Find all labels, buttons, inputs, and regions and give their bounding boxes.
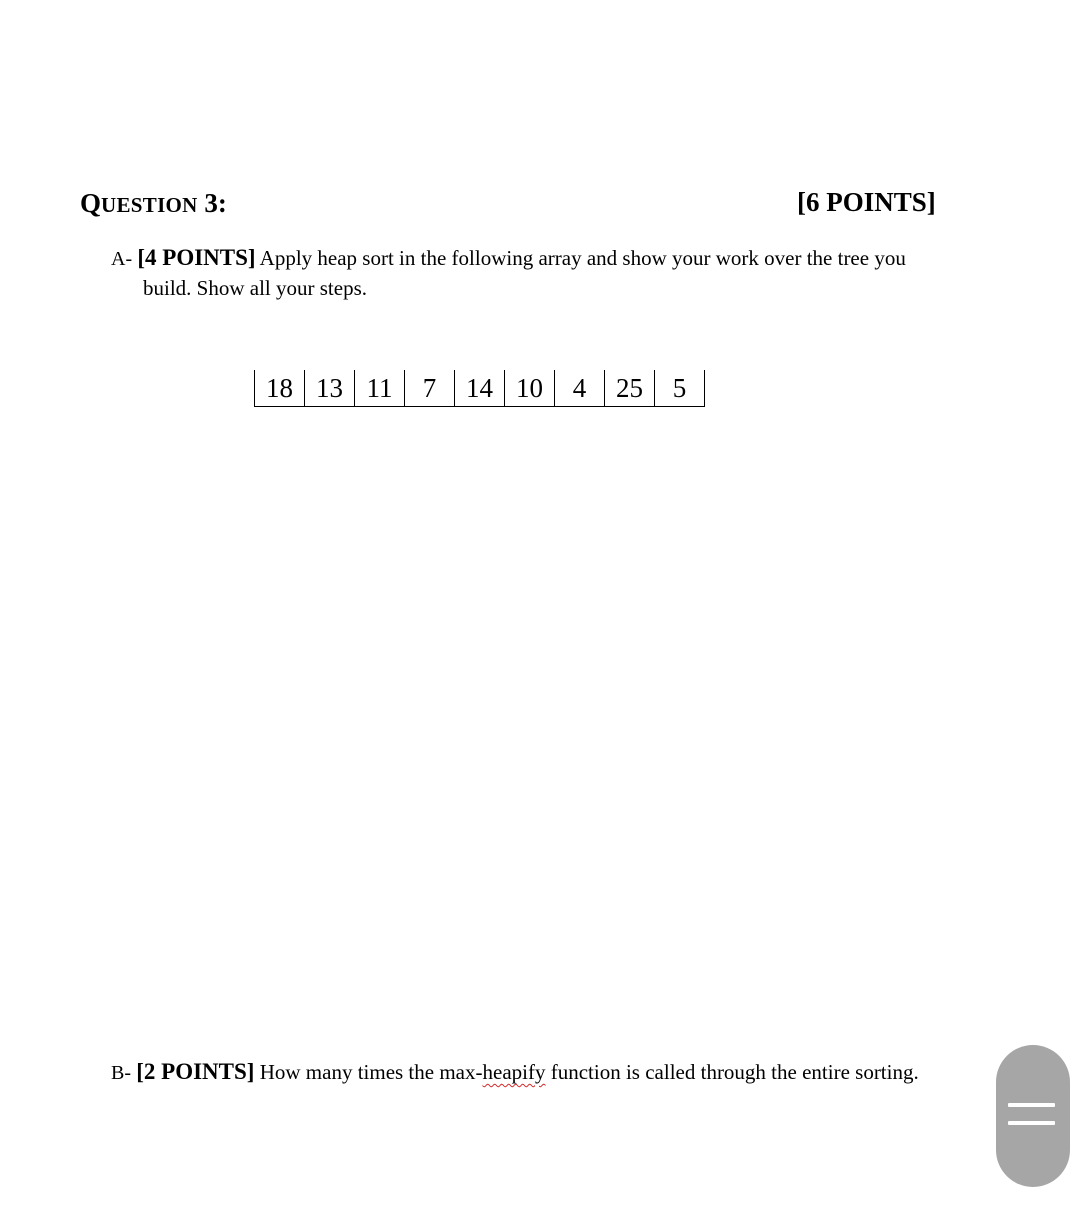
array-cell: 13 [304, 370, 354, 406]
part-b-line [111, 1057, 919, 1088]
part-b-marker: B- [111, 1062, 131, 1084]
drag-handle-icon [1008, 1121, 1055, 1125]
array-cell: 5 [654, 370, 705, 406]
array-cell: 11 [354, 370, 404, 406]
part-a-marker: A- [111, 248, 133, 270]
question-points: [6 POINTS] [797, 187, 936, 217]
question-title-word: UESTION [101, 193, 198, 217]
question-title [80, 185, 227, 223]
array-cell: 25 [604, 370, 654, 406]
array-cell: 4 [554, 370, 604, 406]
array-cell: 10 [504, 370, 554, 406]
part-a-text-line-1: Apply heap sort in the following array and show your work over the tree you [259, 246, 906, 270]
part-a-text-line-2: build. Show all your steps. [143, 276, 367, 300]
part-b-text-before: How many times the max- [259, 1060, 483, 1084]
spellcheck-underlined-word: heapify [482, 1060, 546, 1084]
part-b-text-after: function is called through the entire sorting. [545, 1060, 919, 1084]
question-title-initial: Q [80, 188, 102, 218]
array-cell: 14 [454, 370, 504, 406]
part-a-line-1 [111, 243, 906, 274]
question-number: 3: [204, 188, 227, 218]
part-a-points: [4 POINTS] [137, 245, 256, 270]
array-table [254, 370, 705, 407]
drag-handle-icon [1008, 1103, 1055, 1107]
scroll-handle[interactable] [996, 1045, 1070, 1187]
array-cell: 18 [254, 370, 304, 406]
part-b-points: [2 POINTS] [136, 1059, 255, 1084]
array-cell: 7 [404, 370, 454, 406]
